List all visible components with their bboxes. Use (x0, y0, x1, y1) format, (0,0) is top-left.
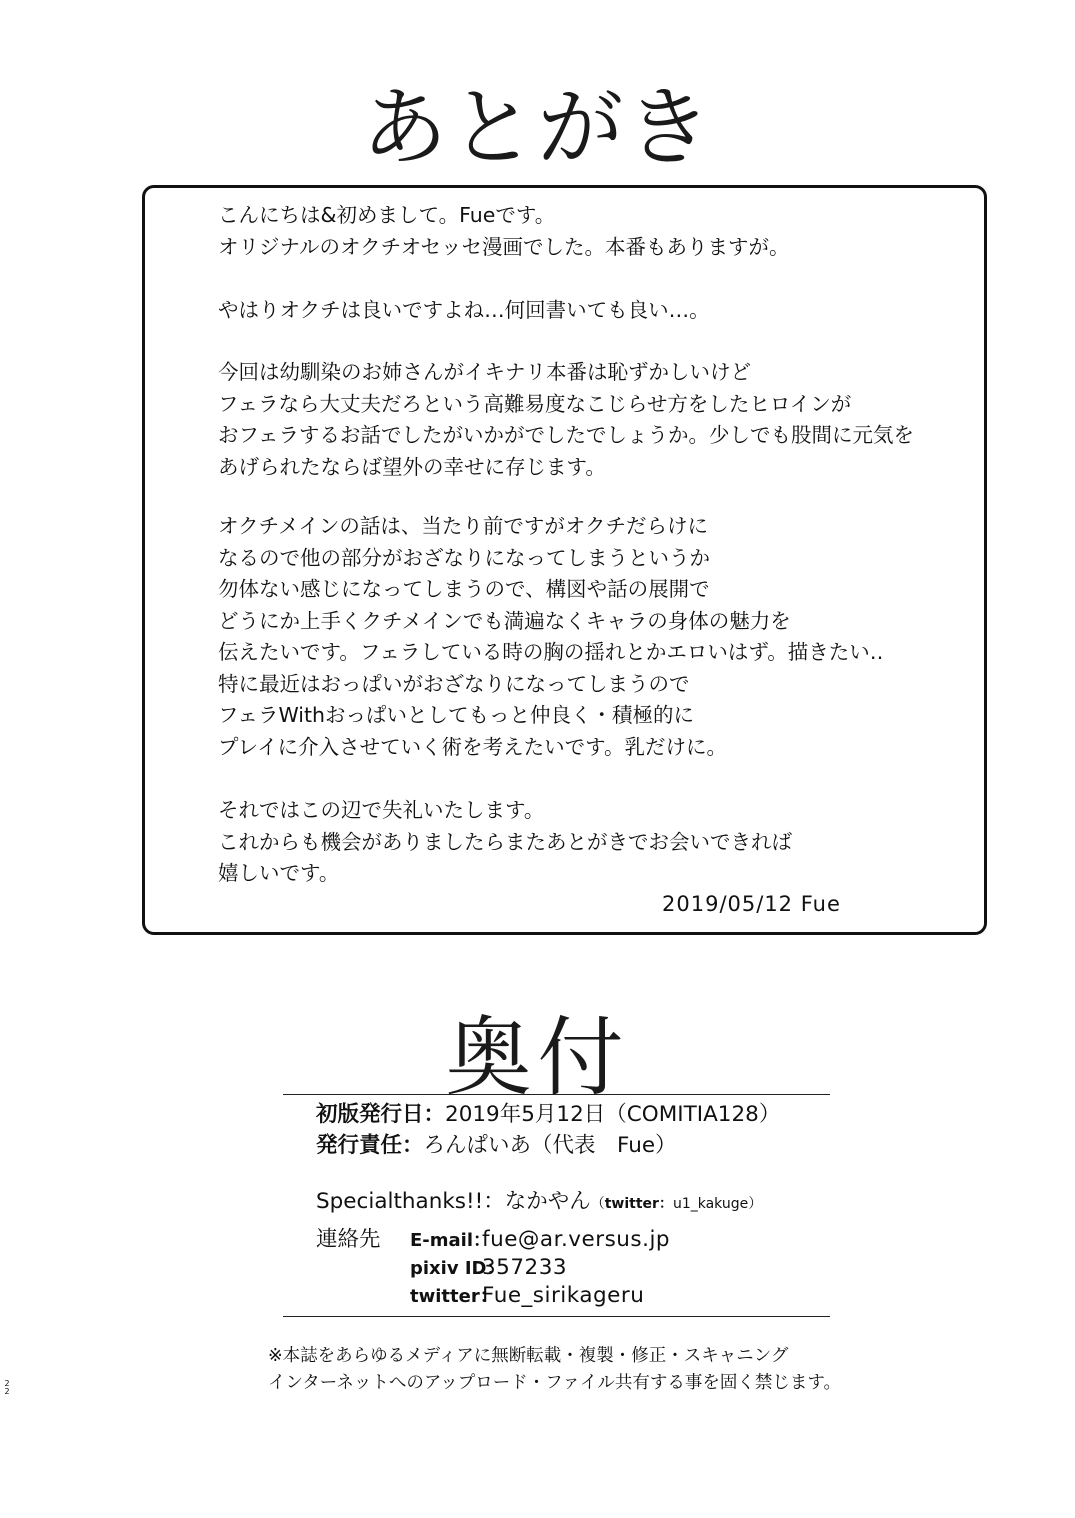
special-thanks-twitter (591, 1196, 763, 1212)
afterword-signature: 2019/05/12 Fue (662, 892, 841, 916)
colophon-title: 奥付 (445, 1008, 630, 1108)
contact-pixiv-key: pixiv ID： (410, 1258, 505, 1279)
contact-email-key: E-mail： (410, 1230, 492, 1251)
contact-twitter-value: Fue_sirikageru (482, 1283, 645, 1308)
afterword-paragraph-5: それではこの辺で失礼いたします。 これからも機会がありましたらまたあとがきでお会いできれば 嬉しいです。 (218, 798, 792, 885)
special-thanks-twitter-key: twitter： (604, 1196, 673, 1212)
contact-email (410, 1225, 670, 1256)
contact-pixiv-value: 357233 (482, 1255, 568, 1280)
special-thanks-twitter-value: u1_kakuge） (672, 1196, 763, 1212)
special-thanks-twitter-open: （ (590, 1196, 605, 1212)
copyright-notice-line-1: ※本誌をあらゆるメディアに無断転載・複製・修正・スキャニング (268, 1346, 789, 1366)
contact-label: 連絡先 (316, 1227, 381, 1252)
contact-email-value: fue@ar.versus.jp (482, 1227, 671, 1252)
page-number: 2 2 (4, 1379, 10, 1396)
colophon-top-rule (283, 1094, 830, 1095)
publisher-label: 発行責任： (316, 1133, 424, 1158)
colophon-bottom-rule (283, 1316, 830, 1317)
first-edition-line (316, 1100, 780, 1130)
special-thanks-label: Specialthanks!!： (316, 1189, 505, 1214)
afterword-paragraph-2: やはりオクチは良いですよね…何回書いても良い…。 (218, 298, 710, 322)
first-edition-label: 初版発行日： (316, 1102, 446, 1127)
first-edition-value: 2019年5月12日（COMITIA128） (445, 1102, 781, 1127)
contact-twitter-key: twitter： (410, 1286, 498, 1307)
afterword-paragraph-3: 今回は幼馴染のお姉さんがイキナリ本番は恥ずかしいけど フェラなら大丈夫だろという高難易度なこじらせ方をしたヒロインが おフェラするお話でしたがいかがでしたでしょうか。少しでも股間に元気を あげられたならば望外の幸せに存じます。 (218, 360, 914, 479)
afterword-paragraph-4: オクチメインの話は、当たり前ですがオクチだらけに なるので他の部分がおざなりになってしまうというか 勿体ない感じになってしまうので、構図や話の展開で どうにか上手くクチメインでも満遍なくキャラの身体の魅力を 伝えたいです。フェラしている時の胸の揺れとかエロいはず。描きたい‥ 特に最近はおっぱいがおざなりになってしまうので フェラWithおっぱいとしてもっと仲良く・積極的に プレイに介入させていく術を考えたいです。乳だけに。 (218, 514, 884, 759)
special-thanks-name: なかやん (504, 1189, 591, 1214)
afterword-title: あとがき (361, 78, 714, 178)
afterword-paragraph-1: こんにちは&初めまして。Fueです。 オリジナルのオクチオセッセ漫画でした。本番もありますが。 (218, 203, 790, 259)
contact-twitter (410, 1281, 644, 1312)
contact-pixiv (410, 1253, 567, 1284)
copyright-notice-line-2: インターネットへのアップロード・ファイル共有する事を固く禁じます。 (268, 1373, 841, 1393)
publisher-value: ろんぱいあ（代表 Fue） (423, 1133, 677, 1158)
publisher-line (316, 1131, 677, 1161)
special-thanks-line (316, 1187, 762, 1219)
